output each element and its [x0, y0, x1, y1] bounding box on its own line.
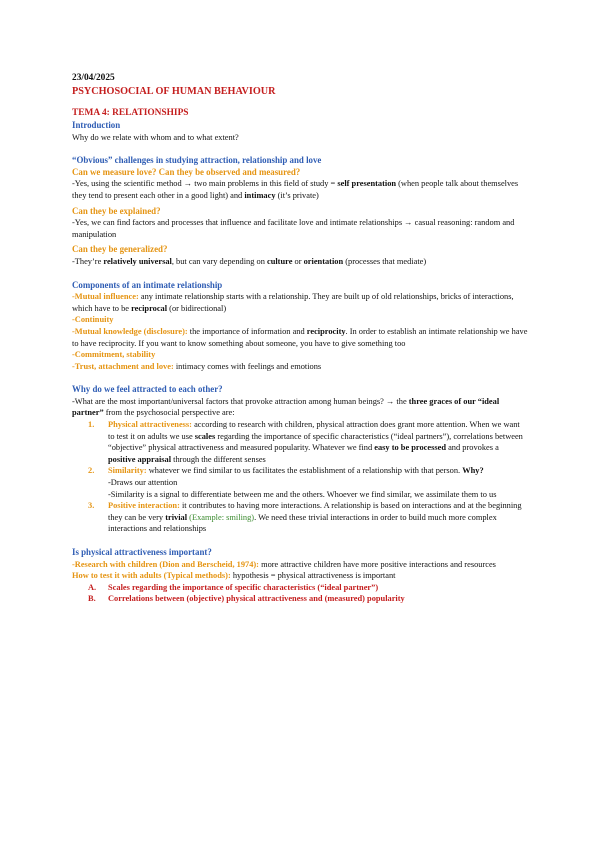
term-orientation: orientation	[303, 256, 344, 266]
component-continuity: -Continuity	[72, 315, 114, 325]
components-heading: Components of an intimate relationship	[72, 279, 223, 290]
intro-text: Why do we relate with whom and to what extent?	[72, 132, 239, 142]
component-text: any intimate relationship starts with a relationship. They are built up of old relationships, bricks of interactions, which have to be	[72, 292, 514, 313]
answer-measure	[72, 178, 528, 201]
method-item	[72, 582, 528, 594]
document-page	[72, 72, 528, 605]
method-item	[72, 593, 528, 605]
list-number: 1.	[88, 420, 95, 430]
term-scales: scales	[194, 431, 216, 441]
list-text-3: and provokes a	[446, 443, 499, 453]
component-text-2: . In order to establish an intimate relationship we have to have reciprocity. If you want to know something about someone, you have to give something too	[72, 326, 528, 348]
question-measure: Can we measure love? Can they be observed and measured?	[72, 166, 301, 177]
term-self-presentation: self presentation	[337, 179, 397, 189]
term-easy-processed: easy to be processed	[374, 443, 446, 453]
answer-explain: -Yes, we can find factors and processes that influence and facilitate love and intimate relationships → casual reasoning: random and manipulation	[72, 218, 515, 239]
attracted-intro	[72, 396, 528, 419]
term-trivial: trivial	[165, 512, 188, 522]
answer-measure-text-3: (it’s private)	[275, 190, 319, 200]
methods-list	[72, 582, 528, 605]
component-commitment: -Commitment, stability	[72, 350, 156, 360]
term-reciprocal: reciprocal	[131, 303, 168, 313]
term-reciprocity: reciprocity	[306, 326, 346, 336]
answer-generalize-text-4: (processes that mediate)	[343, 256, 427, 266]
component-mutual-influence	[72, 291, 528, 314]
answer-generalize-text-2: , but can vary depending on	[171, 256, 267, 266]
course-title: PSYCHOSOCIAL OF HUMAN BEHAVIOUR	[72, 86, 276, 97]
list-number: 3.	[88, 501, 95, 511]
attracted-intro-text-2: from the psychosocial perspective are:	[103, 408, 235, 418]
method-letter: A.	[88, 582, 97, 592]
question-generalize: Can they be generalized?	[72, 244, 168, 255]
attracted-heading: Why do we feel attracted to each other?	[72, 384, 223, 395]
answer-generalize	[72, 256, 528, 268]
research-text: more attractive children have more positive interactions and resources	[258, 559, 496, 569]
list-label: Positive interaction:	[108, 501, 180, 511]
list-text: whatever we find similar to us facilitates the establishment of a relationship with that person.	[146, 466, 463, 476]
component-trust	[72, 361, 528, 373]
physical-heading: Is physical attractiveness important?	[72, 547, 212, 557]
list-number: 2.	[88, 466, 95, 476]
component-text: intimacy comes with feelings and emotions	[173, 361, 322, 371]
term-positive-appraisal: positive appraisal	[108, 454, 172, 464]
list-item-positive-interaction	[72, 500, 528, 535]
research-adults	[72, 570, 528, 582]
component-text: the importance of information and	[187, 326, 307, 336]
example-note: (Example: smiling)	[187, 512, 255, 522]
research-label: -Research with children (Dion and Berscheid, 1974):	[72, 559, 259, 569]
term-relatively-universal: relatively universal	[103, 256, 172, 266]
list-item-similarity	[72, 465, 528, 500]
list-text: it contributes to having more interactions. A relationship is based on interactions and at the beginning they can be very	[108, 501, 522, 522]
answer-measure-text-2: (when people talk about themselves they tend to present each other in a good light) and	[72, 179, 519, 200]
component-mutual-knowledge	[72, 326, 528, 349]
three-graces-list	[72, 419, 528, 535]
list-text-2: . We need these trivial interactions in order to build much more complex interactions and relationships	[108, 512, 497, 534]
intro-heading: Introduction	[72, 120, 121, 130]
document-date: 23/04/2025	[72, 73, 115, 83]
answer-generalize-text-3: or	[292, 256, 304, 266]
research-children	[72, 559, 528, 571]
list-item-physical	[72, 419, 528, 465]
obvious-heading: “Obvious” challenges in studying attraction, relationship and love	[72, 155, 322, 166]
method-text: Scales regarding the importance of specific characteristics (“ideal partner”)	[108, 582, 379, 592]
list-text-2: regarding the importance of specific characteristics (“ideal partners”), correlations between “objective” physical attractiveness and measured popularity. Whatever we find	[108, 431, 523, 453]
answer-generalize-text: -They’re	[72, 256, 104, 266]
term-three-graces: three graces of our “ideal partner”	[72, 396, 500, 418]
component-label: -Mutual knowledge (disclosure):	[72, 326, 188, 336]
research-text: hypothesis = physical attractiveness is important	[230, 571, 396, 581]
component-text-2: (or bidirectional)	[167, 303, 227, 313]
method-letter: B.	[88, 594, 96, 604]
research-label: How to test it with adults (Typical methods):	[72, 571, 231, 581]
term-why: Why?	[462, 466, 484, 476]
term-intimacy: intimacy	[244, 190, 276, 200]
list-text: according to research with children, physical attraction does grant more attention. When we want to test it on adults we use	[108, 420, 520, 441]
topic-title: TEMA 4: RELATIONSHIPS	[72, 108, 189, 118]
attracted-intro-text: -What are the most important/universal factors that provoke attraction among human beings? → the	[72, 396, 409, 406]
sub-point: -Draws our attention	[108, 478, 178, 488]
term-culture: culture	[266, 256, 293, 266]
list-label: Physical attractiveness:	[108, 420, 192, 430]
answer-measure-text: -Yes, using the scientific method → two main problems in this field of study =	[72, 179, 338, 189]
list-label: Similarity:	[108, 466, 147, 476]
question-explain: Can they be explained?	[72, 205, 161, 216]
sub-point: -Similarity is a signal to differentiate between me and the others. Whoever we find similar, we assimilate them to us	[108, 489, 497, 499]
component-label: -Mutual influence:	[72, 292, 139, 302]
method-text: Correlations between (objective) physical attractiveness and (measured) popularity	[108, 594, 405, 604]
list-text-4: through the different senses	[171, 454, 266, 464]
component-label: -Trust, attachment and love:	[72, 361, 174, 371]
